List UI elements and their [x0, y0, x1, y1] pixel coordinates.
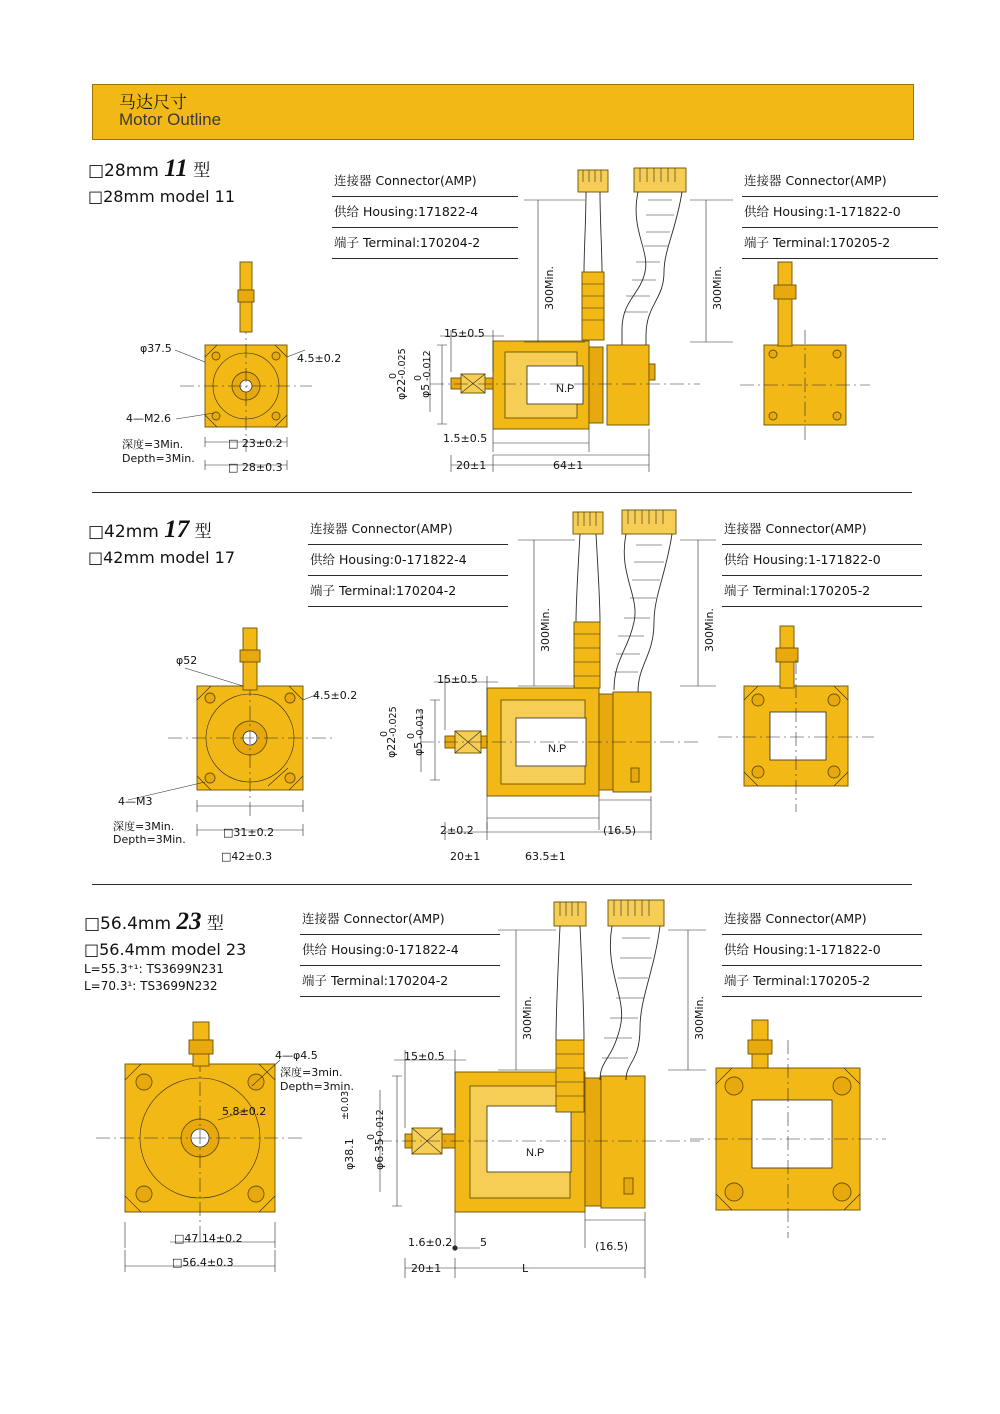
model23-pilot-tol: ±0.03 — [340, 1090, 351, 1120]
model17-shaft-tol-up: 0 — [406, 732, 417, 739]
model23-outer-square: □56.4±0.3 — [172, 1256, 234, 1269]
model23-depth-en: Depth=3min. — [280, 1080, 354, 1093]
model23-variant-1: L=55.3⁺¹: TS3699N231 — [84, 962, 224, 976]
model11-inner-square: □ 23±0.2 — [228, 437, 283, 450]
model11-shaft-dia: φ5 — [419, 383, 432, 398]
model23-dim5: 5 — [480, 1236, 487, 1249]
note-connector: 连接器 Connector(AMP) — [332, 166, 518, 197]
model17-shaft-len: 15±0.5 — [437, 673, 478, 686]
model17-bracket-dim: (16.5) — [603, 824, 637, 837]
model23-shaft-dia: φ6.35 — [373, 1138, 386, 1170]
model11-title-en: □28mm model 11 — [88, 187, 235, 206]
page-title-en: Motor Outline — [119, 110, 222, 129]
note-connector: 连接器 Connector(AMP) — [742, 166, 938, 197]
model23-dim20: 20±1 — [411, 1262, 442, 1275]
model11-pilot-dia: φ22 — [395, 378, 408, 400]
model11-cable-left-len: 300Min. — [543, 265, 556, 310]
model11-np-label: N.P — [556, 383, 575, 395]
note-connector: 连接器 Connector(AMP) — [300, 904, 500, 935]
model17-depth-en: Depth=3Min. — [113, 833, 186, 846]
model23-variant-2: L=70.3¹: TS3699N232 — [84, 979, 218, 993]
model11-depth-cn: 深度=3Min. — [122, 438, 184, 451]
model11-dia-label: φ37.5 — [140, 342, 172, 355]
model11-pilot-tol-dn: -0.025 — [397, 348, 408, 379]
model17-number: 17 — [164, 516, 190, 543]
model11-dim20: 20±1 — [456, 459, 487, 472]
model23-cable-left — [554, 902, 586, 1112]
model23-flange-dim: 1.6±0.2 — [408, 1236, 453, 1249]
model11-pilot-tol-up: 0 — [388, 372, 399, 379]
model23-cable-right-len: 300Min. — [693, 995, 706, 1040]
note-connector: 连接器 Connector(AMP) — [722, 514, 922, 545]
note-terminal: 端子 Terminal:170204-2 — [308, 576, 508, 607]
note-housing: 供给 Housing:0-171822-4 — [300, 935, 500, 966]
model17-cable-right-len: 300Min. — [703, 607, 716, 652]
model17-outer-square: □42±0.3 — [221, 850, 273, 863]
model11-size-label: □28mm — [88, 161, 159, 181]
note-terminal: 端子 Terminal:170205-2 — [722, 576, 922, 607]
model23-cable-right — [600, 900, 664, 1080]
note-terminal: 端子 Terminal:170204-2 — [332, 228, 518, 259]
note-housing: 供给 Housing:1-171822-0 — [722, 935, 922, 966]
model17-pilot-dia: φ22 — [385, 736, 398, 758]
model11-total: 64±1 — [553, 459, 584, 472]
model17-size-label: □42mm — [88, 522, 159, 542]
model17-flange-dim: 2±0.2 — [440, 824, 474, 837]
model17-depth-cn: 深度=3Min. — [113, 820, 175, 833]
model23-total-len: L — [522, 1262, 529, 1275]
note-housing: 供给 Housing:0-171822-4 — [308, 545, 508, 576]
model23-shaft-len: 15±0.5 — [404, 1050, 445, 1063]
model11-flange-dim: 1.5±0.5 — [443, 432, 488, 445]
note-housing: 供给 Housing:1-171822-0 — [742, 197, 938, 228]
model11-outer-square: □ 28±0.3 — [228, 461, 283, 474]
note-terminal: 端子 Terminal:170204-2 — [300, 966, 500, 997]
model17-holes-label: 4—M3 — [118, 795, 153, 808]
model11-cable-right-len: 300Min. — [711, 265, 724, 310]
model23-depth-cn: 深度=3min. — [280, 1066, 343, 1079]
model17-title-en: □42mm model 17 — [88, 548, 235, 567]
model17-shaft-dia: φ5 — [412, 741, 425, 756]
note-connector: 连接器 Connector(AMP) — [308, 514, 508, 545]
model11-suffix: 型 — [193, 161, 211, 181]
model17-dia-label: φ52 — [176, 654, 198, 667]
model23-cable-left-len: 300Min. — [521, 995, 534, 1040]
model23-shaft-tol-up: 0 — [366, 1133, 377, 1140]
model23-title-en: □56.4mm model 23 — [84, 940, 247, 959]
model17-np-label: N.P — [548, 743, 567, 755]
model11-number: 11 — [164, 155, 188, 182]
model17-cable-left-len: 300Min. — [539, 607, 552, 652]
model17-inner-square: □31±0.2 — [223, 826, 275, 839]
model17-dim20: 20±1 — [450, 850, 481, 863]
model11-holes-label: 4—M2.6 — [126, 412, 171, 425]
model23-side-view — [378, 900, 706, 1278]
model23-suffix: 型 — [206, 914, 224, 934]
model23-bracket-dim: (16.5) — [595, 1240, 629, 1253]
model23-holes-label: 4—φ4.5 — [275, 1049, 318, 1062]
model23-size-label: □56.4mm — [84, 914, 172, 934]
model17-chamfer-label: 4.5±0.2 — [313, 689, 358, 702]
page-title-cn: 马达尺寸 — [119, 93, 187, 113]
model11-shaft-tol-dn: -0.012 — [422, 350, 433, 381]
note-housing: 供给 Housing:171822-4 — [332, 197, 518, 228]
model23-keyway: 5.8±0.2 — [222, 1105, 267, 1118]
model17-shaft-tol-dn: -0.013 — [415, 708, 426, 739]
model23-np-label: N.P — [526, 1147, 545, 1159]
model23-rear-view — [690, 1020, 886, 1238]
model11-chamfer-label: 4.5±0.2 — [297, 352, 342, 365]
model17-pilot-tol-dn: -0.025 — [388, 706, 399, 737]
model11-shaft-len: 15±0.5 — [444, 327, 485, 340]
model23-inner-square: □47.14±0.2 — [174, 1232, 243, 1245]
note-housing: 供给 Housing:1-171822-0 — [722, 545, 922, 576]
model17-pilot-tol-up: 0 — [379, 730, 390, 737]
model23-shaft-tol-dn: -0.012 — [375, 1109, 386, 1140]
model11-depth-en: Depth=3Min. — [122, 452, 195, 465]
note-connector: 连接器 Connector(AMP) — [722, 904, 922, 935]
model11-shaft-tol-up: 0 — [413, 374, 424, 381]
note-terminal: 端子 Terminal:170205-2 — [722, 966, 922, 997]
model23-pilot-dia: φ38.1 — [343, 1138, 356, 1170]
model23-number: 23 — [176, 908, 202, 935]
model17-suffix: 型 — [194, 522, 212, 542]
note-terminal: 端子 Terminal:170205-2 — [742, 228, 938, 259]
model17-total: 63.5±1 — [525, 850, 566, 863]
